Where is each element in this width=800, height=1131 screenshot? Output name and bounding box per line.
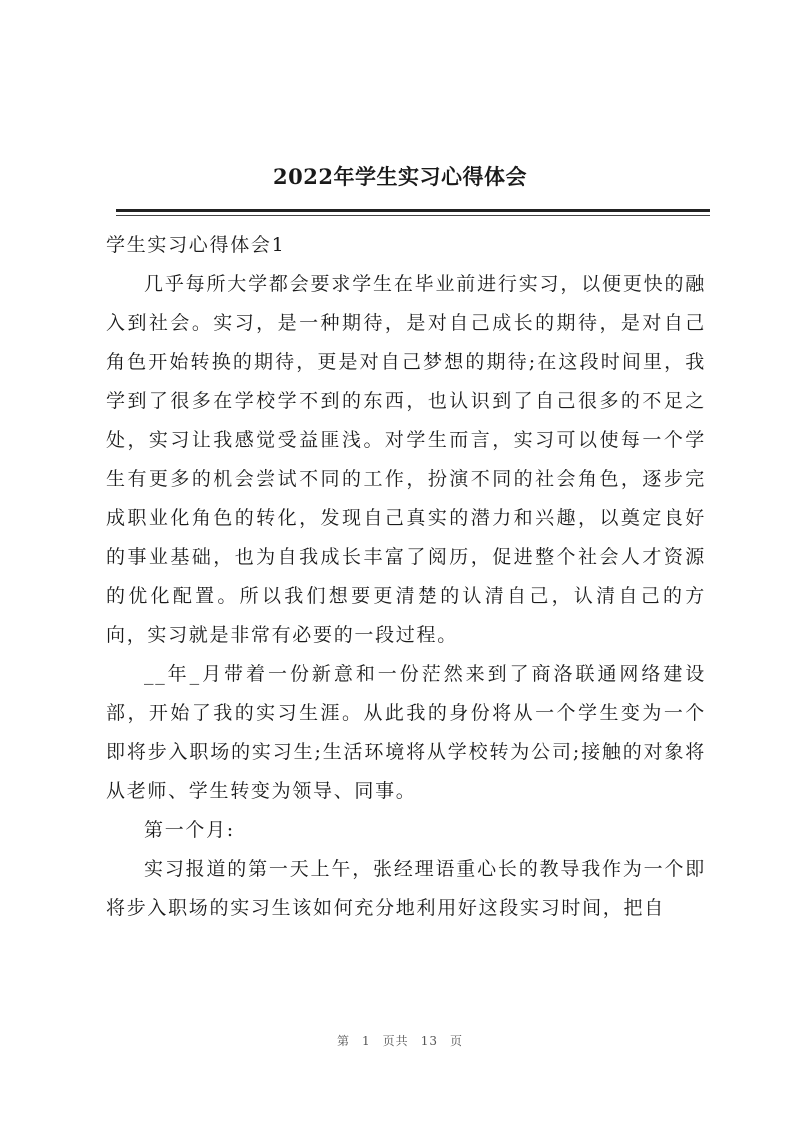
footer-label-page: 第 xyxy=(337,1034,351,1048)
document-title: 2022年学生实习心得体会 xyxy=(273,164,527,189)
paragraph: 实习报道的第一天上午，张经理语重心长的教导我作为一个即将步入职场的实习生该如何充分地利用好这段实习时间，把自 xyxy=(106,858,706,919)
paragraph: __年_月带着一份新意和一份茫然来到了商洛联通网络建设部，开始了我的实习生涯。从此我的身份将从一个学生变为一个即将步入职场的实习生;生活环境将从学校转为公司;接触的对象将从老师、学生转变为领导、同事。 xyxy=(106,663,706,802)
footer-total-pages: 13 xyxy=(420,1034,438,1048)
title-divider xyxy=(116,209,710,212)
section-heading: 学生实习心得体会1 xyxy=(106,234,286,256)
footer-current-page: 1 xyxy=(362,1034,371,1048)
paragraph: 第一个月: xyxy=(144,819,235,841)
footer-label-end: 页 xyxy=(449,1034,463,1048)
title-divider-thin xyxy=(116,215,710,216)
footer-label-total: 页共 xyxy=(382,1034,409,1048)
page-footer xyxy=(0,1032,800,1049)
paragraph: 几乎每所大学都会要求学生在毕业前进行实习，以便更快的融入到社会。实习，是一种期待，是对自己成长的期待，是对自己角色开始转换的期待，更是对自己梦想的期待;在这段时间里，我学到了很多在学校学不到的东西，也认识到了自己很多的不足之处，实习让我感觉受益匪浅。对学生而言，实习可以使每一个学生有更多的机会尝试不同的工作，扮演不同的社会角色，逐步完成职业化角色的转化，发现自己真实的潜力和兴趣，以奠定良好的事业基础，也为自我成长丰富了阅历，促进整个社会人才资源的优化配置。所以我们想要更清楚的认清自己，认清自己的方向，实习就是非常有必要的一段过程。 xyxy=(106,273,706,646)
document-body xyxy=(106,226,706,928)
